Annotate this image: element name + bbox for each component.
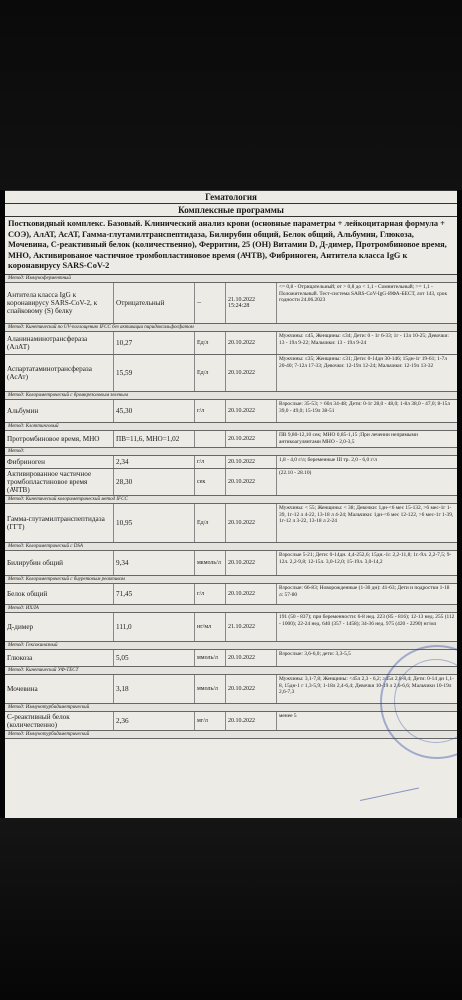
test-name: С-реактивный белок (количественно) [5, 712, 114, 730]
table-row [5, 283, 457, 324]
test-unit: -- [195, 283, 226, 323]
test-unit: г/л [195, 456, 226, 468]
signature [355, 764, 419, 801]
reference-range: (22.10 - 28.10) [279, 469, 312, 476]
photo-background-bottom [0, 818, 462, 1000]
test-result: 3,18 [114, 675, 195, 703]
test-unit: Ед/л [195, 355, 226, 391]
reference-range: Мужчины: 3,1-7,8; Женщины: <45л 2,3 - 6,2; ≥45л 2,8-8,4; Дети: 0-14 дн 1,1-8, 15дн-1 г 1,3-5,9; 1-18л 2,4-6,4; Девочки 10-19 л 2,6-6,6; Мальчики 10-19л 2,6-7,3 [279, 675, 454, 696]
test-date: 20.10.2022 [226, 355, 277, 391]
test-unit: ммоль/л [195, 650, 226, 666]
section-title: Гематология [5, 190, 457, 204]
method-label: Метод: Колориметрический с DSA [5, 543, 457, 551]
footer-method: Метод: Иммунотурбидиметрический [5, 731, 457, 739]
test-result: 15,59 [114, 355, 195, 391]
test-name: Протромбиновое время, МНО [5, 431, 114, 447]
method-label: Метод: Иммунотурбидиметрический [5, 704, 457, 712]
method-label: Метод: Кинетический колориметрический метод IFCC [5, 496, 457, 504]
test-name: Билирубин общий [5, 551, 114, 575]
test-result: 71,45 [114, 584, 195, 604]
test-name: Гамма-глутамилтранспептидаза (ГГТ) [5, 504, 114, 542]
table-row [5, 332, 457, 355]
method-label: Метод: Кинетический УФ-ТЕСТ [5, 667, 457, 675]
results-table [5, 275, 457, 731]
test-unit: нг/мл [195, 613, 226, 641]
test-name: Д-димер [5, 613, 114, 641]
test-result: 10,95 [114, 504, 195, 542]
test-result: 2,36 [114, 712, 195, 730]
test-date: 20.10.2022 [226, 332, 277, 354]
table-row [5, 469, 457, 496]
test-result: 9,34 [114, 551, 195, 575]
test-date: 20.10.2022 [226, 584, 277, 604]
reference-range: Взрослые: 66-83; Новорожденные (1-30 дн): 41-63; Дети и подростки 1-18 л: 57-80 [279, 584, 450, 598]
photo-background-top [0, 0, 462, 190]
reference-range: Взрослые 5-21; Дети: 0-14дн. 4,4-252,6; 15дн.-1г. 2,2-11,8; 1г.-9л. 2,2-7,5; 9-12л. 2,2-9,8; 12-15л. 3,0-12,0; 15-19л. 3,0-14,2 [279, 551, 452, 565]
test-name: Мочевина [5, 675, 114, 703]
reference-range: менее 5 [279, 712, 297, 719]
test-name: Белок общий [5, 584, 114, 604]
table-row [5, 431, 457, 448]
test-result: ПВ=11,6, МНО=1,02 [114, 431, 195, 447]
test-date: 20.10.2022 [226, 551, 277, 575]
reference-range: ПВ 9,80-12,10 сек; МНО 0,85-1,15 ;При лечении непрямыми антикоагулянтами МНО - 2,0-3,5 [279, 431, 418, 445]
table-row [5, 650, 457, 667]
test-date: 21.10.2022 15:24:28 [226, 283, 277, 323]
test-date: 21.10.2022 [226, 613, 277, 641]
table-row [5, 400, 457, 423]
test-unit: мкмоль/л [195, 551, 226, 575]
test-result: 28,30 [114, 469, 195, 495]
test-name: Антитела класса IgG к коронавирусу SARS-CoV-2, к спайковому (S) белку [5, 283, 114, 323]
reference-range: 1,8 - 4,0 г/л; беременные III тр. 2,0 - 6,0 г/л [279, 456, 377, 463]
test-name: Альбумин [5, 400, 114, 422]
test-date: 20.10.2022 [226, 431, 277, 447]
method-label: Метод: Колориметрический с бромкрезоловым зеленым [5, 392, 457, 400]
test-result: 5,05 [114, 650, 195, 666]
program-description: Постковидный комплекс. Базовый. Клинический анализ крови (основные параметры + лейкоцитарная формула + СОЭ), АлАТ, АсАТ, Гамма-глутамилтранспептидаза, Билирубин общий, Белок общий, Альбумин, Глюкоза, Мочевина, С-реактивный белок (количественно), Ферритин, 25 (ОН) Витамин D, Д-димер, Протромбиновое время, МНО, Активированое частичное тромбопластиновое время (АЧТВ), Фибриноген, Антитела класса IgG к коронавирусу SARS-CoV-2 [5, 217, 457, 275]
test-date: 20.10.2022 [226, 675, 277, 703]
table-row [5, 355, 457, 392]
test-unit: мг/л [195, 712, 226, 730]
test-result: 111,0 [114, 613, 195, 641]
reference-range: 191 (50 - 837); при беременности: 6-8 нед. 223 (85 - 816); 12-13 нед. 255 (112 - 1000); 22-24 нед. 640 (357 - 1458); 34-36 нед. 975 (420 - 2290) нг/мл [279, 613, 455, 627]
test-name: Аланинаминотрансфераза (АлАТ) [5, 332, 114, 354]
method-label: Метод: [5, 448, 457, 456]
test-name: Глюкоза [5, 650, 114, 666]
reference-range: Взрослые: 3,6-6,0; дети: 3,3-5,5 [279, 650, 351, 657]
table-row [5, 456, 457, 469]
test-date: 20.10.2022 [226, 650, 277, 666]
reference-range: Взрослые: 35-53; > 60л 34-48; Дети: 0-1г 28,0 - 48,0; 1-8л 38,0 - 47,0; 8-15л 39,0 - 49,0; 15-19л 38-51 [279, 400, 451, 414]
reference-range: Мужчины: < 55; Женщины: < 38; Девочки: 1дн-<6 мес 15-132, >6 мес-1г 1-39, 1г-12 л 4-22, 13-18 л 4-24; Мальчики: 1дн-<6 мес 12-122, >6 мес-1г 1-39, 1г-12 л 3-22, 13-18 л 2-24 [279, 504, 454, 525]
test-date: 20.10.2022 [226, 456, 277, 468]
section-subtitle: Комплексные программы [5, 204, 457, 217]
test-result: 2,34 [114, 456, 195, 468]
test-date: 20.10.2022 [226, 504, 277, 542]
test-unit: сек [195, 469, 226, 495]
table-row [5, 613, 457, 642]
test-name: Аспартатаминотрансфераза (АсАт) [5, 355, 114, 391]
test-unit: ммоль/л [195, 675, 226, 703]
method-label: Метод: Колориметрический с биуретовым реактивом [5, 576, 457, 584]
test-result: Отрицательный [114, 283, 195, 323]
test-name: Фибриноген [5, 456, 114, 468]
test-result: 10,27 [114, 332, 195, 354]
table-row [5, 504, 457, 543]
reference-range: <= 0,8 - Отрицательный; от > 0,8 до < 1,1 - Сомнительный; >= 1,1 - Положительный. Тест-система SARS-CoV-IgG-ИФА-БЕСТ, лот 143, срок годности 24.06.2023 [279, 283, 448, 304]
test-date: 20.10.2022 [226, 400, 277, 422]
test-result: 45,30 [114, 400, 195, 422]
method-label: Метод: Гексокиназный [5, 642, 457, 650]
test-unit: Ед/л [195, 332, 226, 354]
test-unit: Ед/л [195, 504, 226, 542]
test-name: Активированное частичное тромбопластиновое время (АЧТВ) [5, 469, 114, 495]
test-unit: г/л [195, 400, 226, 422]
test-unit [195, 431, 226, 447]
method-label: Метод: Иммуноферментный [5, 275, 457, 283]
test-date: 20.10.2022 [226, 712, 277, 730]
report-content [5, 190, 457, 739]
method-label: Метод: ИХЛА [5, 605, 457, 613]
lab-report-sheet [5, 190, 457, 818]
method-label: Метод: Клоттинговый [5, 423, 457, 431]
reference-range: Мужчины: ≤45, Женщины: ≤34; Дети: 0 - 1г 6-33; 1г - 13л 10-25; Девочки: 13 - 19л 9-22; Мальчики: 13 - 19л 9-24 [279, 332, 449, 346]
table-row [5, 551, 457, 576]
table-row [5, 584, 457, 605]
reference-range: Мужчины: ≤35; Женщины: ≤31; Дети: 0-14дн 30-146; 15дн-1г 19-61; 1-7л 20-40; 7-12л 17-33; Девочки: 12-19л 12-24; Мальчики: 12-19л 13-32 [279, 355, 447, 369]
test-unit: г/л [195, 584, 226, 604]
test-date: 20.10.2022 [226, 469, 277, 495]
method-label: Метод: Кинетический по UV-поглощению IFCC без активации пиридоксальфосфатом [5, 324, 457, 332]
